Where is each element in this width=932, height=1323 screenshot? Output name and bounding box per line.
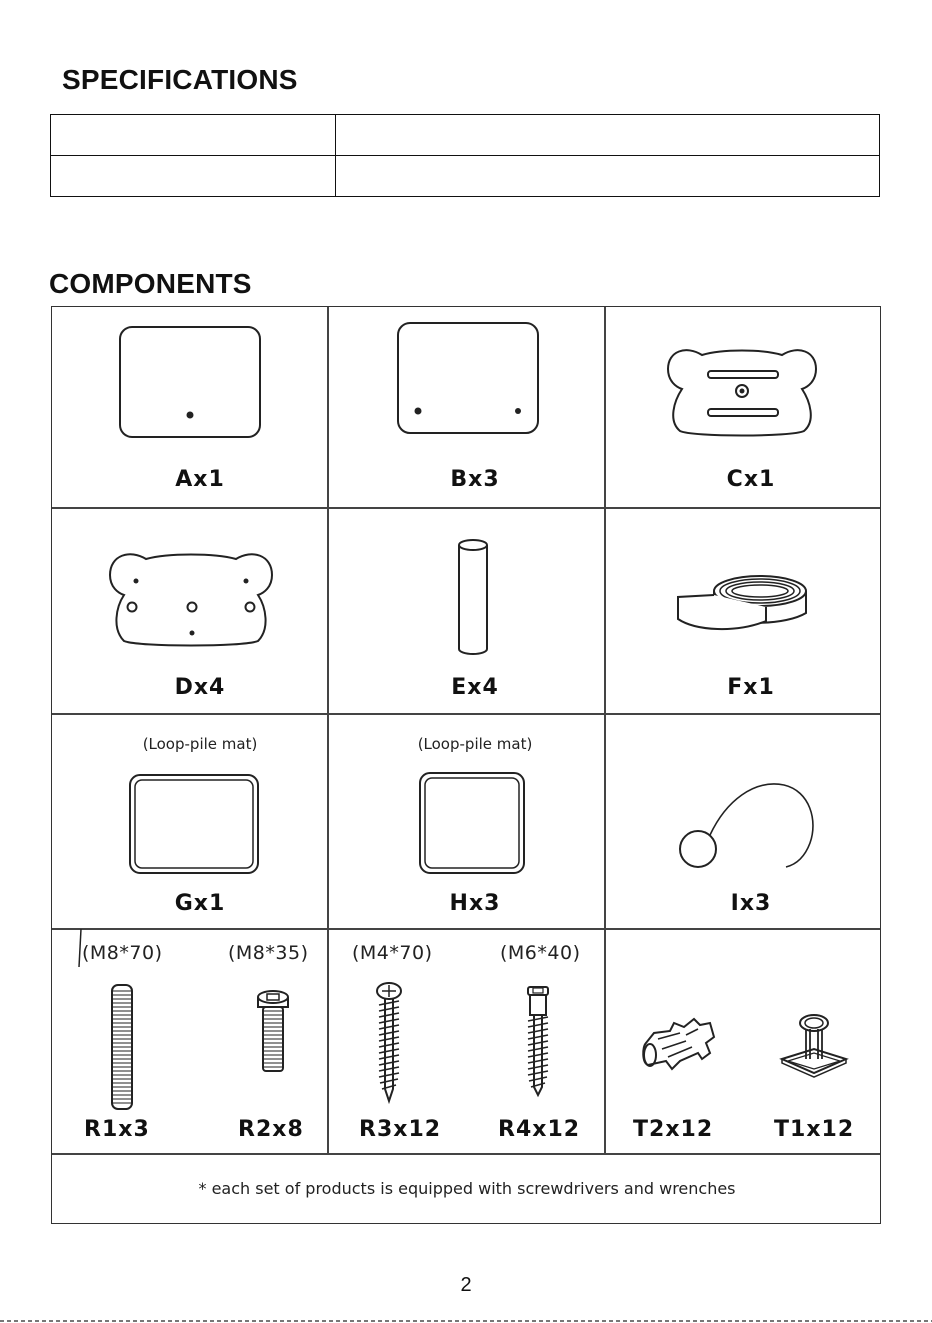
wall-anchor-t2-icon [640,1017,720,1075]
hardware-spec-r4: (M6*40) [500,942,581,964]
hardware-spec-r3: (M4*70) [352,942,433,964]
specifications-heading: SPECIFICATIONS [62,64,298,95]
component-label-f: Fx1 [727,675,775,700]
cable-clip-t1-icon [780,1009,850,1079]
component-label-b: Bx3 [450,467,500,492]
hardware-spec-r2: (M8*35) [228,942,309,964]
component-label-e: Ex4 [451,675,499,700]
hardware-spec-r1: (M8*70) [82,942,163,964]
mat-g-illustration [128,773,260,877]
component-label-d: Dx4 [174,675,226,700]
grid-divider [327,307,329,1153]
grid-divider [52,928,880,930]
components-heading: COMPONENTS [49,268,252,299]
component-label-c: Cx1 [726,467,776,492]
grid-divider [52,713,880,715]
page-number: 2 [460,1274,472,1296]
mat-note-g: (Loop-pile mat) [142,735,258,753]
components-grid [51,306,881,1224]
threaded-rod-r1-icon [110,983,134,1111]
panel-b-illustration [396,321,540,435]
wood-screw-r3-icon [374,981,404,1103]
table-row [51,156,880,197]
mat-h-illustration [418,771,528,877]
component-label-a: Ax1 [175,467,225,492]
post-e-illustration [456,537,490,659]
tape-roll-f-illustration [676,573,808,635]
spec-cell [336,115,880,156]
page-bottom-rule [0,1320,932,1322]
bear-panel-c-illustration [666,345,818,437]
component-label-g: Gx1 [174,891,226,916]
component-label-h: Hx3 [449,891,501,916]
table-row [51,115,880,156]
grid-divider [52,507,880,509]
hardware-label-r2: R2x8 [238,1117,304,1142]
hardware-label-r3: R3x12 [359,1117,442,1142]
confirmat-screw-r4-icon [524,985,552,1097]
component-label-i: Ix3 [730,891,772,916]
hardware-label-r4: R4x12 [498,1117,581,1142]
spec-cell [51,115,336,156]
pen-mark [77,927,83,969]
panel-a-illustration [118,325,264,439]
spec-cell [51,156,336,197]
spec-cell [336,156,880,197]
hardware-label-r1: R1x3 [84,1117,150,1142]
grid-divider [604,307,606,1153]
footnote: * each set of products is equipped with screwdrivers and wrenches [198,1179,736,1198]
hardware-label-t1: T1x12 [774,1117,855,1142]
ball-toy-i-illustration [678,781,820,871]
bear-panel-d-illustration [108,549,274,649]
specifications-table [50,114,880,197]
mat-note-h: (Loop-pile mat) [417,735,533,753]
grid-divider [52,1153,880,1155]
hardware-label-t2: T2x12 [633,1117,714,1142]
bolt-r2-icon [256,989,290,1075]
